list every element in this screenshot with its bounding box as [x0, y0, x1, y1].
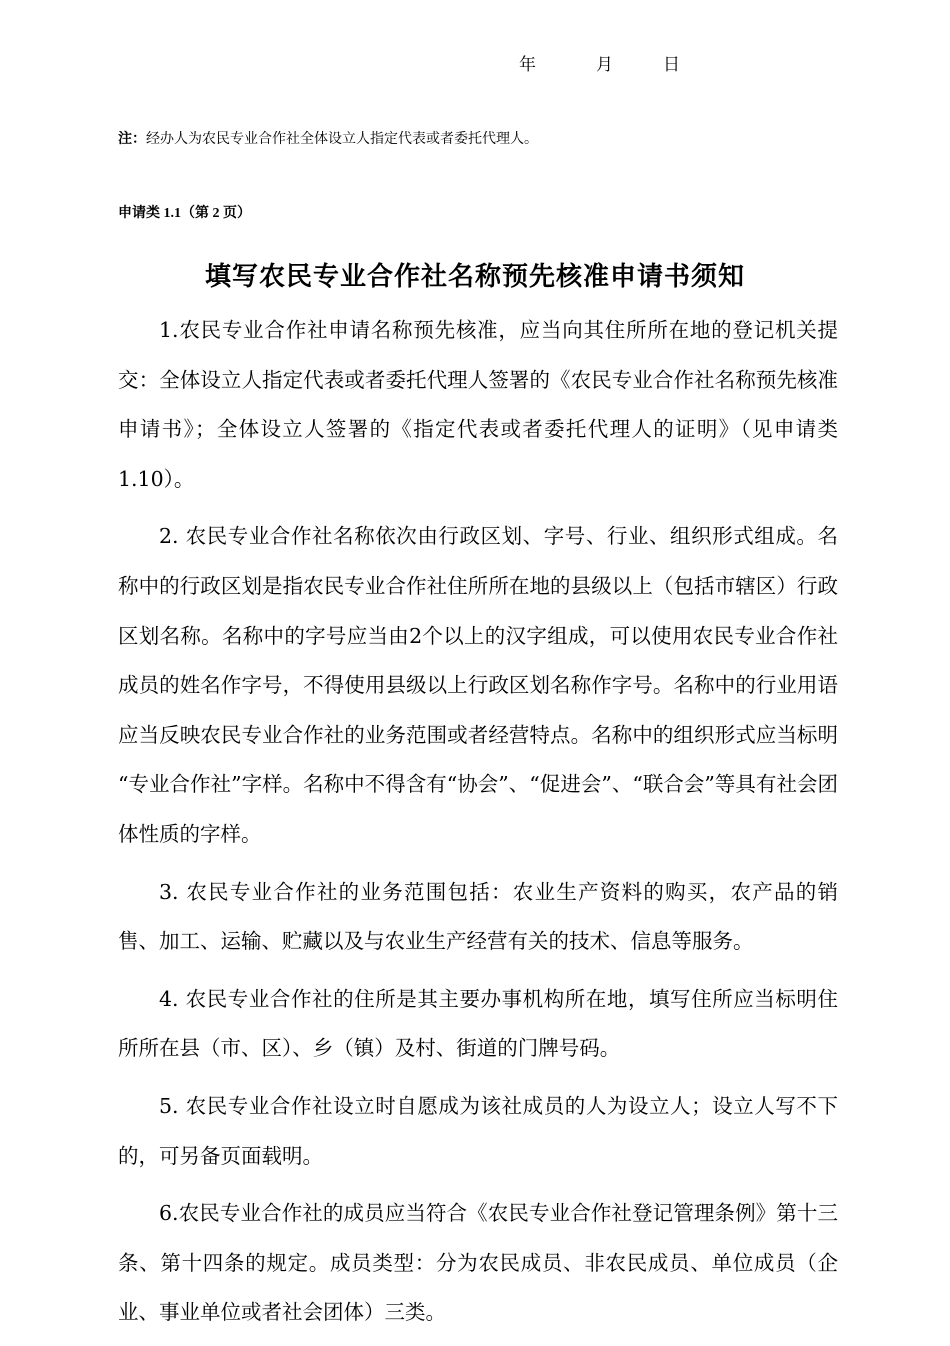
instruction-paragraph-5: 5. 农民专业合作社设立时自愿成为该社成员的人为设立人；设立人写不下的，可另备页面载明。: [118, 1093, 838, 1168]
date-month-label: 月: [596, 55, 613, 75]
date-line: [0, 50, 950, 78]
note-label: 注：: [118, 131, 146, 147]
page-title: 填写农民专业合作社名称预先核准申请书须知: [204, 262, 745, 292]
instruction-paragraph-3: 3. 农民专业合作社的业务范围包括：农业生产资料的购买，农产品的销售、加工、运输、贮藏以及与农业生产经营有关的技术、信息等服务。: [118, 879, 838, 954]
note-text: 经办人为农民专业合作社全体设立人指定代表或者委托代理人。: [146, 131, 538, 147]
instruction-paragraph-4: 4. 农民专业合作社的住所是其主要办事机构所在地，填写住所应当标明住所所在县（市、区）、乡（镇）及村、街道的门牌号码。: [118, 986, 838, 1061]
instruction-paragraph-6: 6.农民专业合作社的成员应当符合《农民专业合作社登记管理条例》第十三条、第十四条的规定。成员类型：分为农民成员、非农民成员、单位成员（企业、事业单位或者社会团体）三类。: [118, 1201, 838, 1325]
date-year-label: 年: [519, 55, 536, 75]
note: [118, 128, 858, 150]
instruction-paragraph-1: 1.农民专业合作社申请名称预先核准，应当向其住所所在地的登记机关提交：全体设立人指定代表或者委托代理人签署的《农民专业合作社名称预先核准申请书》；全体设立人签署的《指定代表或者委托代理人的证明》（见申请类1.10）。: [118, 318, 838, 491]
form-code: 申请类 1.1（第 2 页）: [118, 206, 251, 221]
instructions-body: [118, 306, 838, 1346]
date-day-label: 日: [663, 55, 680, 75]
instruction-paragraph-2: 2. 农民专业合作社名称依次由行政区划、字号、行业、组织形式组成。名称中的行政区划是指农民专业合作社住所所在地的县级以上（包括市辖区）行政区划名称。名称中的字号应当由2个以上的汉字组成，可以使用农民专业合作社成员的姓名作字号，不得使用县级以上行政区划名称作字号。名称中的行业用语应当反映农民专业合作社的业务范围或者经营特点。名称中的组织形式应当标明 “专业合作社”字样。名称中不得含有“协会”、“促进会”、“联合会”等具有社会团体性质的字样。: [118, 524, 838, 846]
